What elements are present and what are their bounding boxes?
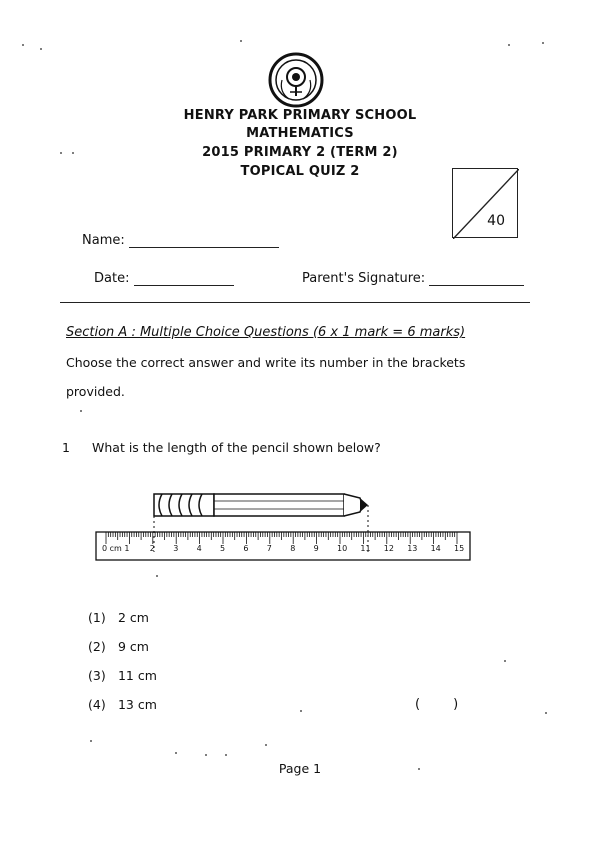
ruler-label: 11 [360,544,371,553]
section-title: Section A : Multiple Choice Questions (6 x 1 mark = 6 marks) [66,325,466,340]
option-4-text: 13 cm [117,697,157,712]
ruler-label: 15 [454,544,465,553]
ruler-label: 9 [313,544,319,553]
answer-bracket[interactable]: ( ) [415,697,459,712]
scan-speck [156,575,158,577]
option-1-text: 2 cm [117,610,149,625]
divider [60,302,530,303]
ruler-label: 0 cm 1 [102,544,130,553]
ruler-label: 6 [243,544,249,553]
signature-line[interactable] [429,285,524,286]
ruler-labels [92,544,472,558]
scan-speck [508,44,510,46]
scan-speck [60,152,62,154]
ruler-label: 2 [149,544,155,553]
quiz-title: TOPICAL QUIZ 2 [240,164,360,179]
ruler-label: 10 [337,544,348,553]
scan-speck [225,754,227,756]
ruler-label: 7 [266,544,272,553]
name-label: Name: [82,233,125,248]
scan-speck [265,744,267,746]
scan-speck [90,740,92,742]
option-2-number: (2) [88,639,106,654]
option-2[interactable] [88,639,149,654]
scan-speck [545,712,547,714]
name-field[interactable] [82,233,279,248]
option-3-number: (3) [88,668,106,683]
ruler-label: 12 [383,544,394,553]
option-1[interactable] [88,610,149,625]
question-text: What is the length of the pencil shown below? [92,440,381,455]
pencil-icon [154,494,368,516]
scan-speck [22,44,24,46]
score-diagonal [453,169,519,239]
school-name: HENRY PARK PRIMARY SCHOOL [183,108,417,123]
instructions-line-2: provided. [66,384,125,399]
term-title: 2015 PRIMARY 2 (TERM 2) [202,145,398,160]
ruler-label: 8 [290,544,296,553]
scan-speck [300,710,302,712]
page-number: Page 1 [278,761,322,776]
option-3[interactable] [88,668,157,683]
signature-field[interactable] [302,271,524,286]
date-label: Date: [94,271,130,286]
scan-speck [72,152,74,154]
option-1-number: (1) [88,610,106,625]
subject-title: MATHEMATICS [246,126,354,141]
score-box[interactable] [452,168,518,238]
ruler-label: 13 [407,544,418,553]
option-3-text: 11 cm [117,668,157,683]
score-total: 40 [487,213,505,229]
instructions-line-1: Choose the correct answer and write its number in the brackets [66,355,466,370]
ruler-label: 5 [220,544,226,553]
signature-label: Parent's Signature: [302,271,426,286]
date-field[interactable] [94,271,234,286]
scan-speck [175,752,177,754]
ruler-label: 3 [173,544,179,553]
scan-speck [240,40,242,42]
option-4-number: (4) [88,697,106,712]
scan-speck [40,48,42,50]
school-crest-logo [267,52,325,108]
scan-speck [80,410,82,412]
scan-speck [418,768,420,770]
scan-speck [504,660,506,662]
date-line[interactable] [134,285,234,286]
question-number: 1 [62,440,70,455]
option-2-text: 9 cm [117,639,149,654]
scan-speck [205,754,207,756]
ruler-label: 14 [430,544,441,553]
scan-speck [542,42,544,44]
option-4[interactable] [88,697,157,712]
name-line[interactable] [129,247,279,248]
ruler-label: 4 [196,544,202,553]
